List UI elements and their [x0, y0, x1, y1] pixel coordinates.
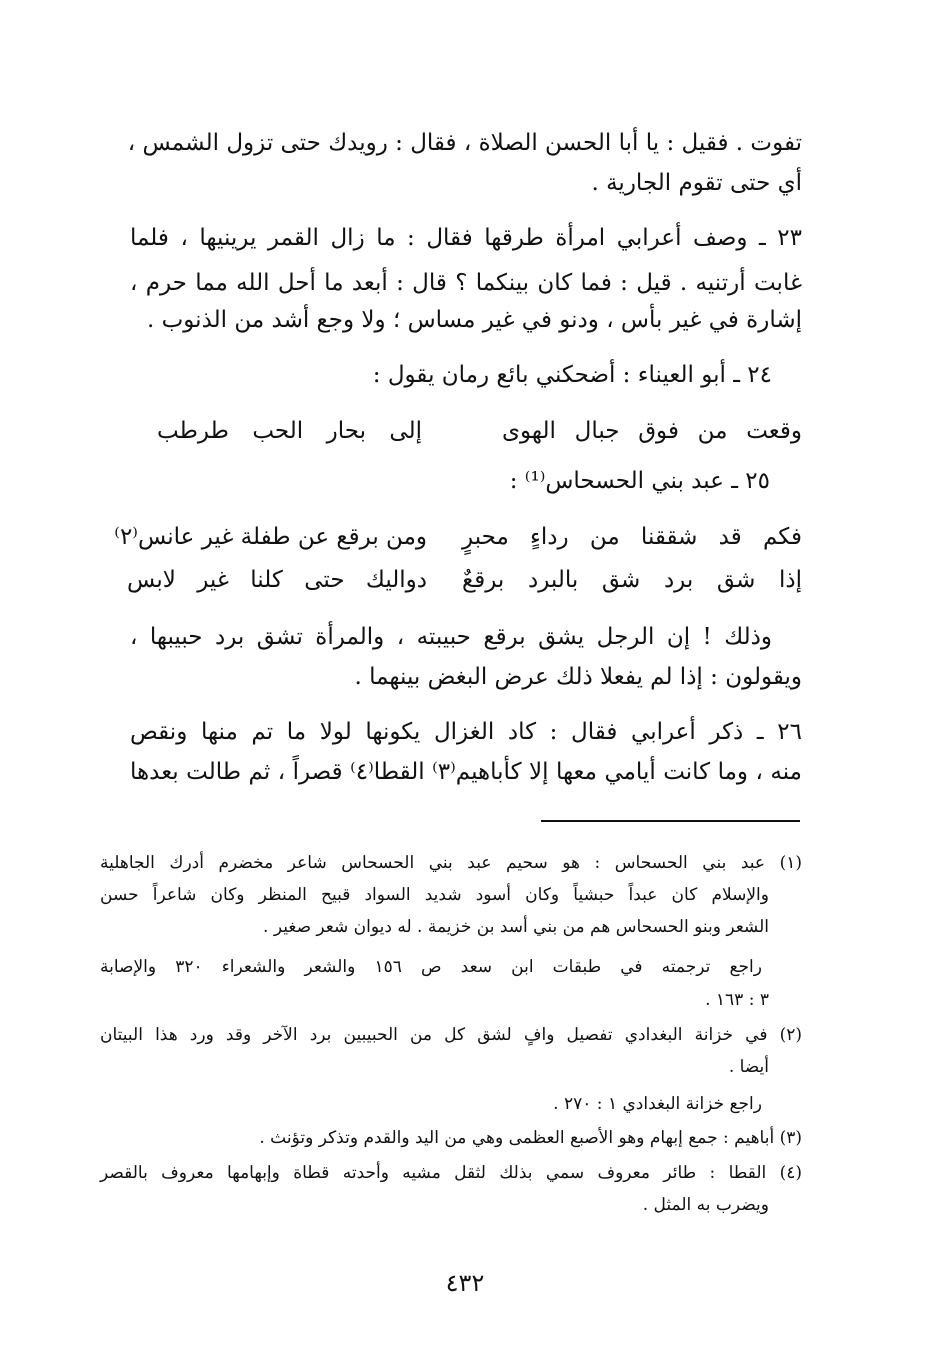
footnote-line: والإسلام كان عبداً حبشياً وكان أسود شديد السواد قبيح المنظر وكان شاعراً حسن — [100, 885, 769, 905]
body-line: ٢٥ ـ عبد بني الحسحاس⁽¹⁾ : — [509, 468, 770, 494]
body-line: غابت أرتنيه . قيل : فما كان بينكما ؟ قال : أبعد ما أحل الله مما حرم ، — [130, 270, 802, 296]
footnote-line: ويضرب به المثل . — [642, 1195, 769, 1215]
footnote-line: (١) عبد بني الحسحاس : هو سحيم عبد بني الحسحاس شاعر مخضرم أدرك الجاهلية — [100, 853, 802, 873]
body-line: أي حتى تقوم الجارية . — [591, 170, 802, 196]
footnote-line: راجع خزانة البغدادي ١ : ٢٧٠ . — [553, 1094, 762, 1114]
footnote-line: الشعر وبنو الحسحاس هم من بني أسد بن خزيمة . له ديوان شعر صغير . — [263, 917, 769, 937]
body-line: إشارة في غير بأس ، ودنو في غير مساس ؛ ولا وجع أشد من الذنوب . — [147, 307, 802, 333]
body-line: ٢٤ ـ أبو العيناء : أضحكني بائع رمان يقول : — [372, 362, 772, 388]
body-line: وذلك ! إن الرجل يشق برقع حبيبته ، والمرأة تشق برد حبيبها ، — [130, 624, 772, 650]
body-line: ويقولون : إذا لم يفعلا ذلك عرض البغض بينهما . — [354, 664, 802, 690]
verse-hemistich-second: إلى بحار الحب طرطب — [157, 418, 422, 444]
body-line: تفوت . فقيل : يا أبا الحسن الصلاة ، فقال : رويدك حتى تزول الشمس ، — [127, 130, 802, 156]
verse-hemistich-second: دواليك حتى كلنا غير لابس — [127, 567, 427, 593]
verse-hemistich-first: إذا شق برد شق بالبرد برقعٌ — [462, 567, 802, 593]
footnote-line: (٣) أباهيم : جمع إبهام وهو الأصبع العظمى وهي من اليد والقدم وتذكر وتؤنث . — [259, 1128, 802, 1148]
body-line: ٢٦ ـ ذكر أعرابي فقال : كاد الغزال يكونها لولا ما تم منها ونقص — [130, 719, 802, 745]
verse-hemistich-second: ومن برقع عن طفلة غير عانس⁽٢⁾ — [114, 524, 427, 550]
footnote-line: راجع ترجمته في طبقات ابن سعد ص ١٥٦ والشعر والشعراء ٣٢٠ والإصابة — [100, 957, 762, 977]
footnote-line: ٣ : ١٦٣ . — [705, 990, 769, 1010]
footnote-line: (٢) في خزانة البغدادي تفصيل وافٍ لشق كل من الحبيبين برد الآخر وقد ورد هذا البيتان — [100, 1025, 802, 1045]
footnote-line: (٤) القطا : طائر معروف سمي بذلك لثقل مشيه وأحدته قطاة وإبهامها معروف بالقصر — [100, 1163, 802, 1183]
verse-hemistich-first: وقعت من فوق جبال الهوى — [502, 418, 802, 444]
footnote-divider — [541, 820, 800, 822]
verse-hemistich-first: فكم قد شققنا من رداءٍ محبرٍ — [462, 524, 802, 550]
body-line: منه ، وما كانت أيامي معها إلا كأباهيم⁽٣⁾ القطا⁽٤⁾ قصراً ، ثم طالت بعدها — [130, 759, 802, 785]
footnote-line: أيضا . — [728, 1057, 769, 1077]
page-number: ٤٣٢ — [445, 1269, 485, 1297]
body-line: ٢٣ ـ وصف أعرابي امرأة طرقها فقال : ما زال القمر يرينيها ، فلما — [130, 225, 802, 251]
